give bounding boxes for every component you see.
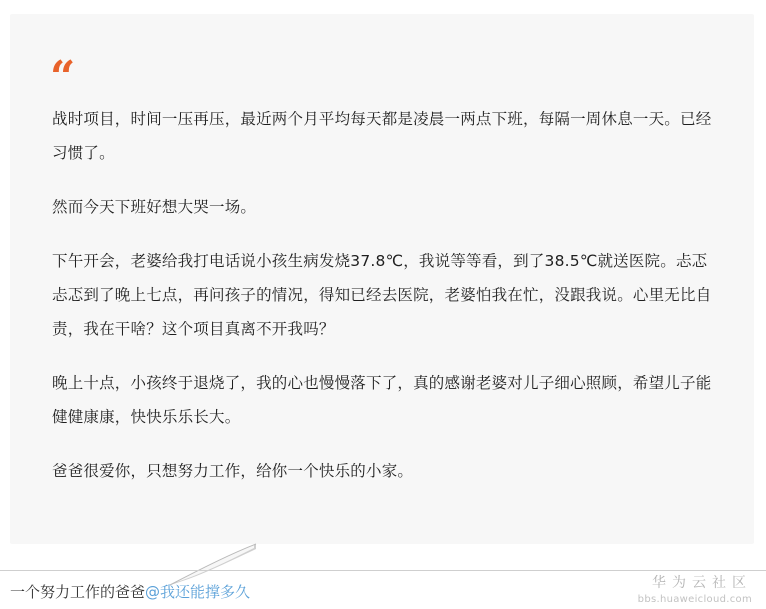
quote-mark-icon: “ xyxy=(50,52,74,103)
author-handle[interactable]: @我还能撑多久 xyxy=(145,583,251,601)
brand-url: bbs.huaweicloud.com xyxy=(637,594,752,605)
paragraph: 战时项目，时间一压再压，最近两个月平均每天都是凌晨一两点下班，每隔一周休息一天。已经习惯了。 xyxy=(52,110,712,162)
author-prefix: 一个努力工作的爸爸 xyxy=(10,583,146,601)
brand-name: 华为云社区 xyxy=(652,575,752,591)
paragraph: 晚上十点，小孩终于退烧了，我的心也慢慢落下了，真的感谢老婆对儿子细心照顾，希望儿子能健健康康，快快乐乐长大。 xyxy=(52,374,712,426)
paragraph: 下午开会，老婆给我打电话说小孩生病发烧37.8℃，我说等等看，到了38.5℃就送医院。忐忑忐忑到了晚上七点，再问孩子的情况，得知已经去医院，老婆怕我在忙，没跟我说。心里无比自责，我在干啥？这个项目真离不开我吗？ xyxy=(52,252,712,338)
paragraph: 爸爸很爱你，只想努力工作，给你一个快乐的小家。 xyxy=(52,462,414,480)
author-line xyxy=(10,581,250,602)
brand-block xyxy=(638,573,752,607)
post-body xyxy=(52,102,718,488)
quote-card xyxy=(10,14,754,544)
footer-bar xyxy=(0,570,766,609)
paragraph: 然而今天下班好想大哭一场。 xyxy=(52,198,257,216)
